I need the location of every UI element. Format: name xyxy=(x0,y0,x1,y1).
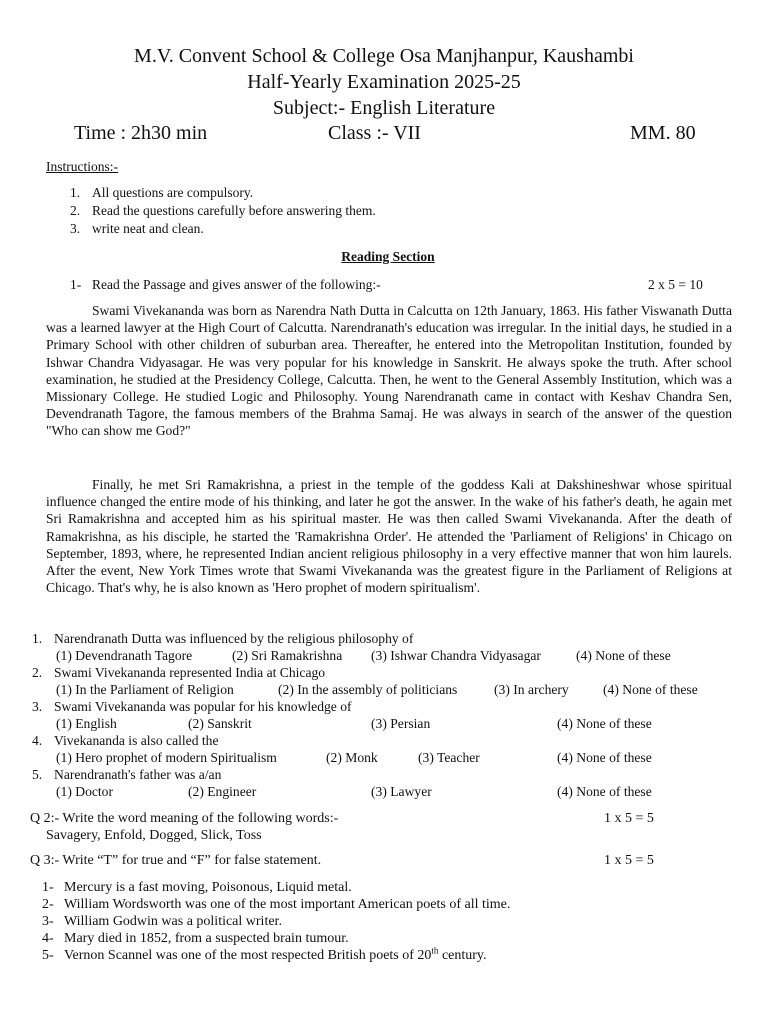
true-false-item: 5- Vernon Scannel was one of the most respected British poets of 20th century. xyxy=(42,945,487,963)
mcq-options: (1) In the Parliament of Religion (2) In the assembly of politicians (3) In archery (4) None of these xyxy=(56,682,698,697)
question-2-words: Savagery, Enfold, Dogged, Slick, Toss xyxy=(46,828,262,843)
mcq-question: 2. Swami Vivekananda represented India at Chicago xyxy=(32,665,326,680)
instruction-item: 2. Read the questions carefully before answering them. xyxy=(70,203,376,218)
question-2-heading: Q 2:- Write the word meaning of the following words:- xyxy=(30,811,339,826)
exam-class: Class :- VII xyxy=(328,122,421,144)
mcq-question: 5. Narendranath's father was a/an xyxy=(32,767,222,782)
true-false-item: 1- Mercury is a fast moving, Poisonous, Liquid metal. xyxy=(42,880,352,895)
reading-section-title: Reading Section xyxy=(341,249,435,264)
mcq-options: (1) Hero prophet of modern Spiritualism (2) Monk (3) Teacher (4) None of these xyxy=(56,750,652,765)
mcq-options: (1) English (2) Sanskrit (3) Persian (4) None of these xyxy=(56,716,652,731)
instructions-title: Instructions:- xyxy=(46,159,118,174)
question-3-heading: Q 3:- Write “T” for true and “F” for false statement. xyxy=(30,853,322,868)
school-name: M.V. Convent School & College Osa Manjhanpur, Kaushambi xyxy=(134,45,634,67)
true-false-item: 3- William Godwin was a political writer. xyxy=(42,914,282,929)
true-false-item: 2- William Wordsworth was one of the most important American poets of all time. xyxy=(42,897,511,912)
question-1-marks: 2 x 5 = 10 xyxy=(648,277,703,292)
mcq-options: (1) Devendranath Tagore (2) Sri Ramakrishna (3) Ishwar Chandra Vidyasagar (4) None of these xyxy=(56,648,671,663)
passage-paragraph-2: Finally, he met Sri Ramakrishna, a priest in the temple of the goddess Kali at Dakshineshwar whose spiritual influence changed the entire mode of his thinking, and later he got the answer. In the wake of his father's death, he again met Sri Ramakrishna and accepted him as his spiritual master. He was then called Swami Vivekananda. After the death of Ramakrishna, as his disciple, he started the 'Ramakrishna Order'. He attended the 'Parliament of Religions' in Chicago on September, 1893, where, he represented Indian ancient religious philosophy in a very effective manner that won him laurels. After the event, New York Times wrote that Swami Vivekananda was the greatest figure in the Parliament of Religions at Chicago. That's why, he is also known as 'Hero prophet of modern spiritualism'. xyxy=(46,477,732,596)
instruction-item: 3. write neat and clean. xyxy=(70,221,204,236)
mcq-question: 3. Swami Vivekananda was popular for his knowledge of xyxy=(32,699,352,714)
max-marks: MM. 80 xyxy=(630,122,696,144)
true-false-item: 4- Mary died in 1852, from a suspected brain tumour. xyxy=(42,931,349,946)
passage-paragraph-1: Swami Vivekananda was born as Narendra Nath Dutta in Calcutta on 12th January, 1863. His father Viswanath Dutta was a learned lawyer at the High Court of Calcutta. Narendranath's education was irregular. In the initial days, he studied in a Primary School with other children of suburban area. Thereafter, he entered into the Metropolitan Institution, founded by Ishwar Chandra Vidyasagar. He was very popular for his knowledge in Sanskrit. He always spoke the truth. After school examination, he studied at the Presidency College, Calcutta. Then, he went to the General Assembly Institution, which was a Missionary College. He studied Logic and Philosophy. Young Narendranath came in contact with Keshav Chandra Sen, Devendranath Tagore, the famous members of the Brahma Samaj. He was always in search of the answer of the question "Who can show me God?" xyxy=(46,303,732,439)
question-2-marks: 1 x 5 = 5 xyxy=(604,811,654,826)
mcq-options: (1) Doctor (2) Engineer (3) Lawyer (4) None of these xyxy=(56,784,652,799)
exam-title: Half-Yearly Examination 2025-25 xyxy=(247,71,521,93)
mcq-question: 1. Narendranath Dutta was influenced by the religious philosophy of xyxy=(32,631,414,646)
mcq-question: 4. Vivekananda is also called the xyxy=(32,733,219,748)
question-3-marks: 1 x 5 = 5 xyxy=(604,853,654,868)
question-1-heading: 1- Read the Passage and gives answer of the following:- xyxy=(70,277,381,292)
instruction-item: 1. All questions are compulsory. xyxy=(70,185,254,200)
subject-title: Subject:- English Literature xyxy=(272,97,496,119)
exam-time: Time : 2h30 min xyxy=(74,122,208,144)
